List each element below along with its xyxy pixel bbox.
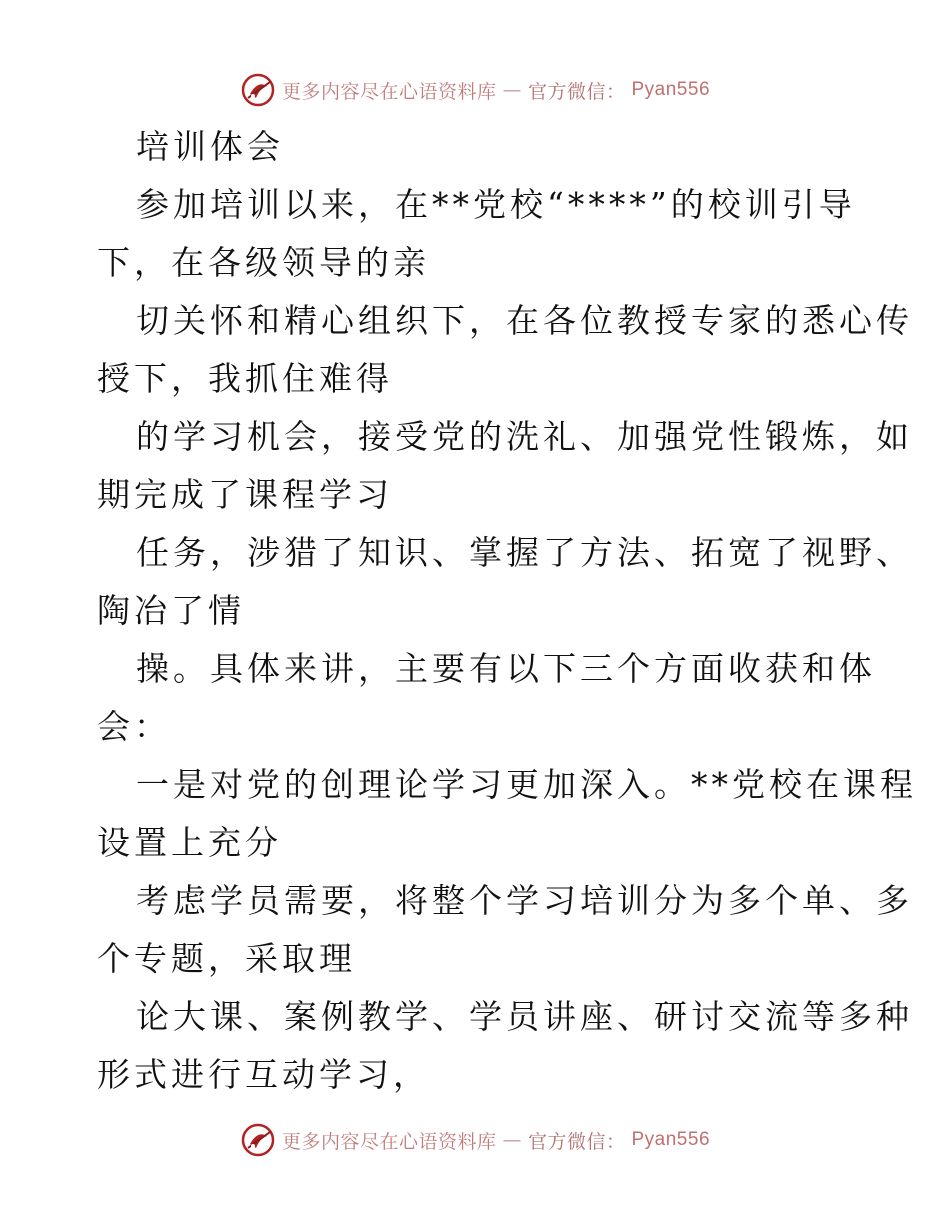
footer-banner [0, 1120, 950, 1160]
text-line: 考虑学员需要，将整个学习培训分为多个单、多 [136, 881, 913, 920]
banner-wechat-id: Pyan556 [631, 1129, 711, 1150]
library-logo-icon [240, 1122, 276, 1158]
text-line: 下，在各级领导的亲 [97, 243, 430, 282]
text-line: 会： [97, 707, 171, 746]
document-title: 培训体会 [136, 127, 284, 166]
banner-text: 更多内容尽在心语资料库 [281, 1130, 497, 1153]
text-line: 操。具体来讲，主要有以下三个方面收获和体 [136, 649, 876, 688]
library-logo-icon [240, 72, 276, 108]
text-line: 授下，我抓住难得 [97, 359, 393, 398]
text-line: 参加培训以来，在**党校“****”的校训引导 [136, 185, 856, 224]
banner-wechat-label: 官方微信： [527, 80, 626, 103]
text-line: 论大课、案例教学、学员讲座、研讨交流等多种 [136, 997, 913, 1036]
banner-text: 更多内容尽在心语资料库 [281, 80, 497, 103]
text-line: 的学习机会，接受党的洗礼、加强党性锻炼，如 [136, 417, 913, 456]
banner-wechat-id: Pyan556 [631, 79, 711, 100]
text-line: 切关怀和精心组织下，在各位教授专家的悉心传 [136, 301, 913, 340]
text-line: 设置上充分 [97, 823, 282, 862]
banner-dash: — [502, 1129, 522, 1151]
text-line: 形式进行互动学习， [97, 1055, 430, 1094]
text-line: 个专题，采取理 [97, 939, 356, 978]
banner-dash: — [502, 79, 522, 101]
text-line: 一是对党的创理论学习更加深入。**党校在课程 [136, 765, 917, 804]
banner-wechat-label: 官方微信： [527, 1130, 626, 1153]
header-banner [0, 70, 950, 110]
text-line: 陶冶了情 [97, 591, 245, 630]
text-line: 期完成了课程学习 [97, 475, 393, 514]
text-line: 任务，涉猎了知识、掌握了方法、拓宽了视野、 [136, 533, 913, 572]
